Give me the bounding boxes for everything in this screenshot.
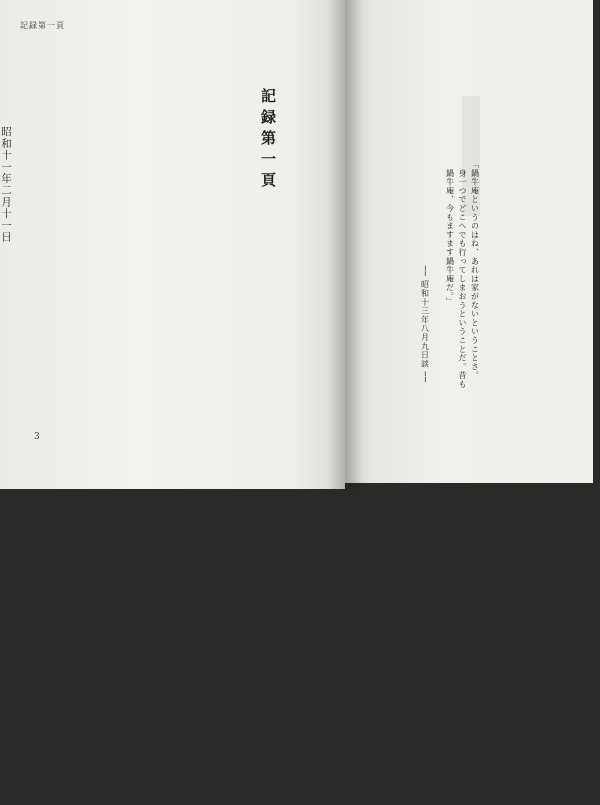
left-page bbox=[0, 0, 345, 489]
body-text: 昭和十一年二月十一日 bbox=[0, 126, 12, 243]
page-number: 3 bbox=[34, 432, 40, 442]
book-gutter bbox=[328, 0, 362, 489]
epigraph-quote: 「鍋牛庵というのはね、あれは家がないということさ。 身一つでどこへでも行ってしまおうということだ。昔も 鍋牛庵、今もますます鍋牛庵だ。」 ── 昭和十三年八月九日談 bbox=[420, 160, 480, 389]
chapter-title: 記録第一頁 bbox=[259, 88, 277, 193]
running-head: 記録第一頁 bbox=[20, 21, 65, 30]
